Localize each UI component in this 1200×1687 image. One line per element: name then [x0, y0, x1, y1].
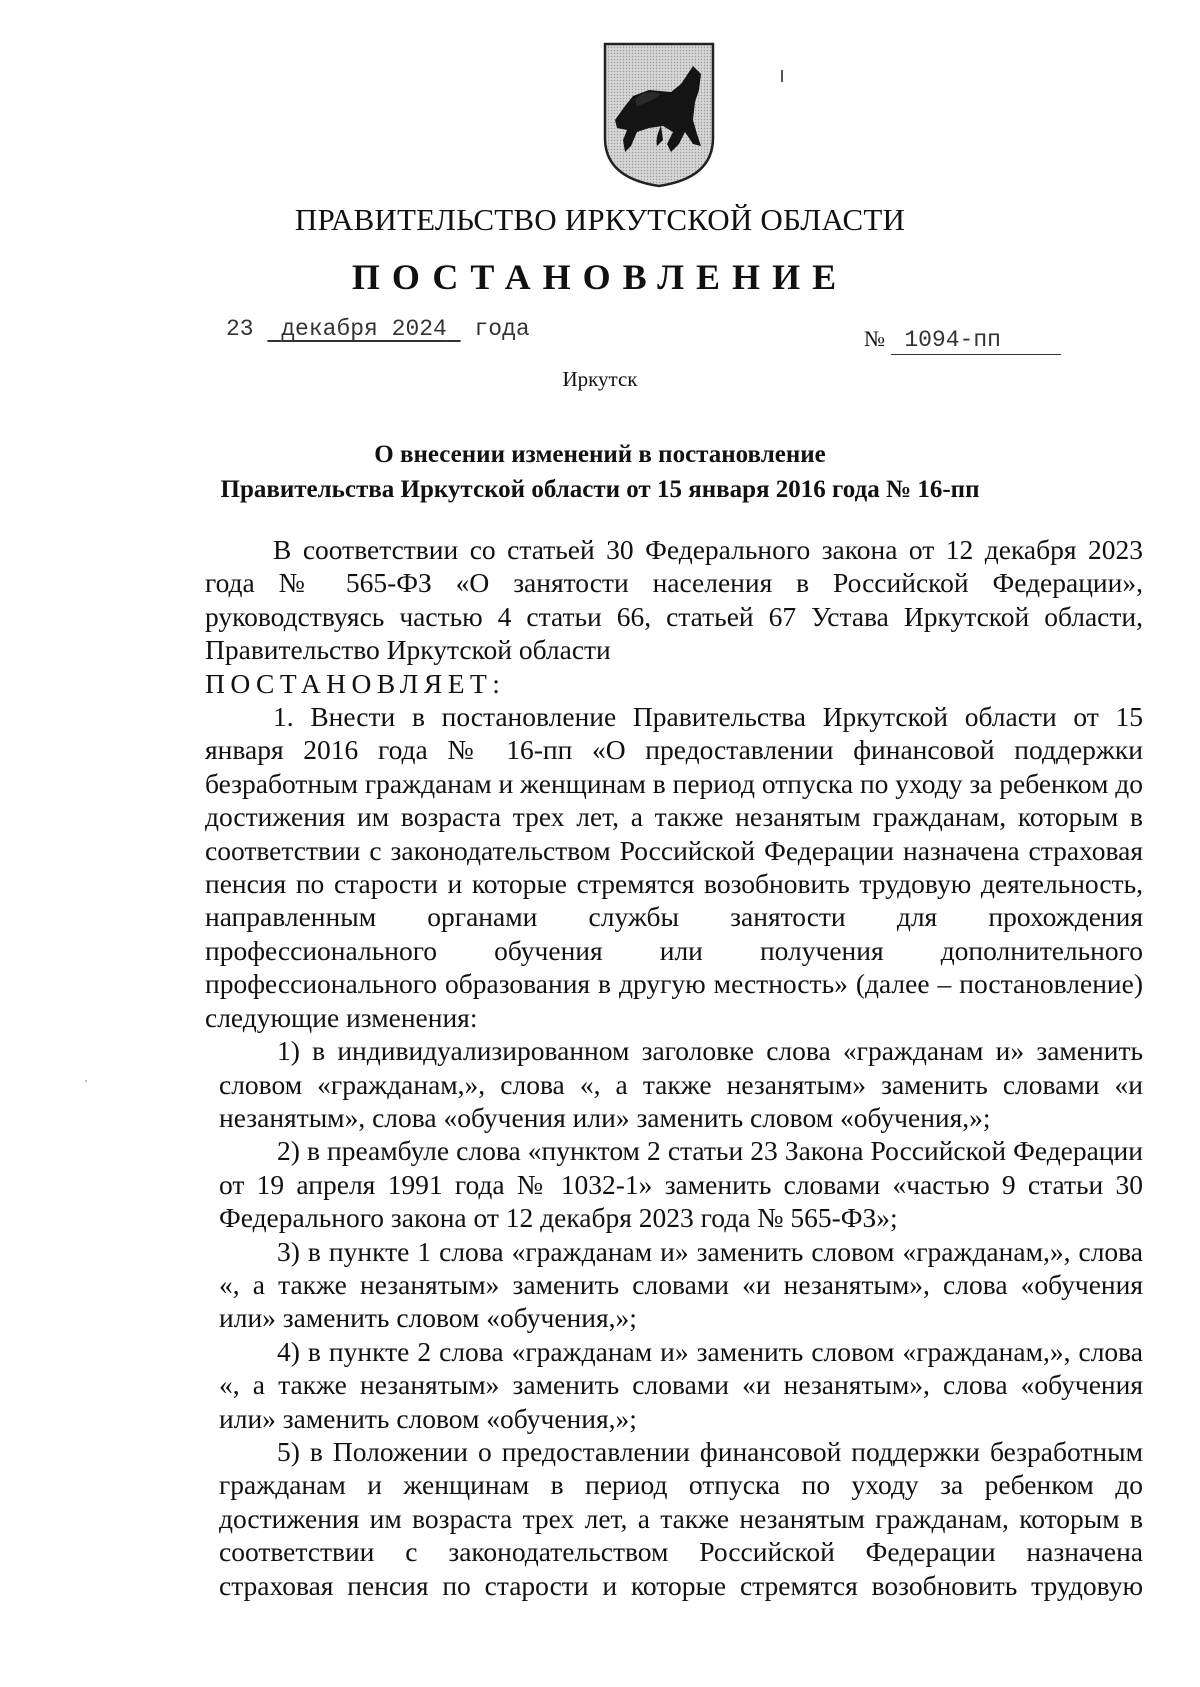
- date-suffix: года: [474, 316, 530, 342]
- title-line-2: Правительства Иркутской области от 15 января 2016 года № 16-пп: [220, 476, 980, 503]
- date-month-year: декабря 2024: [281, 316, 447, 342]
- number-prefix: №: [864, 326, 885, 351]
- authority-name: ПРАВИТЕЛЬСТВО ИРКУТСКОЙ ОБЛАСТИ: [294, 202, 906, 237]
- decree-word: ПОСТАНОВЛЯЕТ:: [205, 667, 506, 699]
- document-type: ПОСТАНОВЛЕНИЕ: [351, 257, 849, 297]
- subitem-4: 4) в пункте 2 слова «гражданам и» заменить словом «гражданам,», слова «, а также незанятым» заменить словами «и незанятым», слова «обучения или» заменить словом «обучения,»;: [219, 1335, 1143, 1434]
- scan-mark: [781, 70, 783, 82]
- subitem-2: 2) в преамбуле слова «пунктом 2 статьи 23 Закона Российской Федерации от 19 апреля 1991 года № 1032-1» заменить словами «частью 9 статьи 30 Федерального закона от 12 декабря 2023 года № 565-ФЗ»;: [219, 1135, 1143, 1234]
- document-title: [0, 437, 1200, 507]
- document-body: [205, 533, 1143, 1602]
- document-date: [226, 316, 530, 342]
- preamble-paragraph: В соответствии со статьей 30 Федерального закона от 12 декабря 2023 года № 565-ФЗ «О занятости населения в Российской Федерации», руководствуясь частью 4 статьи 66, статьей 67 Устава Иркутской области, Правительство Иркутской области: [205, 534, 1143, 666]
- scan-speck: [85, 1080, 87, 1082]
- coat-of-arms-emblem: [601, 40, 717, 188]
- subitem-1: 1) в индивидуализированном заголовке слова «гражданам и» заменить словом «гражданам,», слова «, а также незанятым» заменить словами «и незанятым», слова «обучения или» заменить словом «обучения,»;: [219, 1035, 1143, 1133]
- number-value: 1094-пп: [891, 327, 1061, 355]
- issue-city: Иркутск: [562, 367, 638, 391]
- subitem-5: 5) в Положении о предоставлении финансовой поддержки безработным гражданам и женщинам в период отпуска по уходу за ребенком до достижения им возраста трех лет, а также незанятым гражданам, которым в соответствии с законодательством Российской Федерации назначена страховая пенсия по старости и которые стремятся возобновить трудовую: [219, 1435, 1143, 1601]
- title-line-1: О внесении изменений в постановление: [374, 441, 826, 468]
- item-1-paragraph: 1. Внести в постановление Правительства Иркутской области от 15 января 2016 года № 16-пп «О предоставлении финансовой поддержки безработным гражданам и женщинам в период отпуска по уходу за ребенком до достижения им возраста трех лет, а также незанятым гражданам, которым в соответствии с законодательством Российской Федерации назначена страховая пенсия по старости и которые стремятся возобновить трудовую деятельность, направленным органами службы занятости для прохождения профессионального обучения или получения дополнительного профессионального образования в другую местность» (далее – постановление) следующие изменения:: [205, 701, 1143, 1033]
- date-day: 23: [226, 316, 254, 342]
- subitem-3: 3) в пункте 1 слова «гражданам и» заменить словом «гражданам,», слова «, а также незанятым» заменить словами «и незанятым», слова «обучения или» заменить словом «обучения,»;: [219, 1235, 1143, 1334]
- document-number: [864, 326, 1061, 355]
